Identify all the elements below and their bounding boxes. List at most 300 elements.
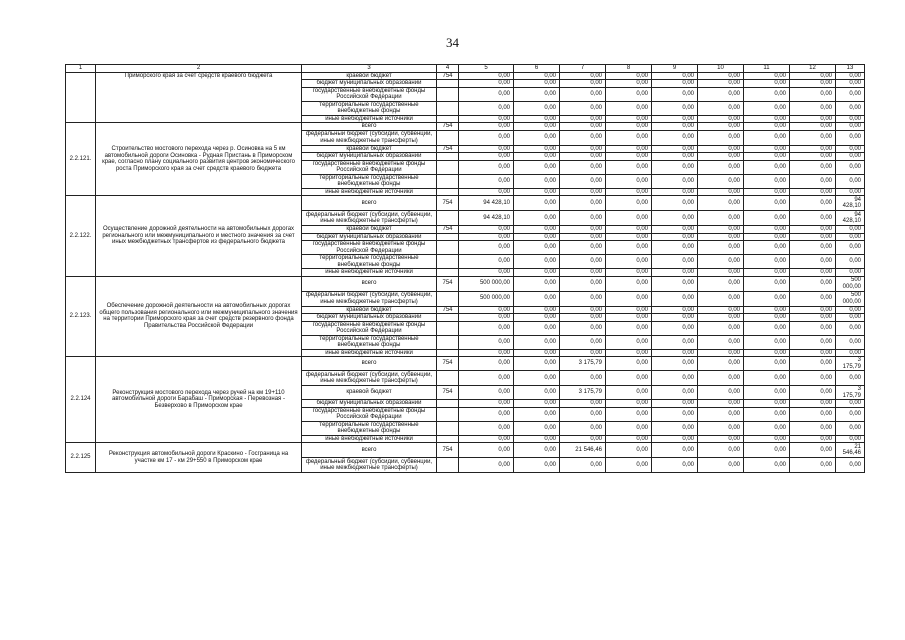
amount-cell: 0,00 xyxy=(514,196,560,211)
amount-cell: 0,00 xyxy=(606,188,652,196)
funding-source: федеральный бюджет (субсидии, субвенции, иные межбюджетные трансферты) xyxy=(302,458,437,473)
funding-source: бюджет муниципальных образований xyxy=(302,80,437,88)
amount-cell: 0,00 xyxy=(836,306,865,314)
admin-code xyxy=(437,291,459,306)
table-row xyxy=(66,443,865,458)
amount-cell: 0,00 xyxy=(744,458,790,473)
amount-cell: 0,00 xyxy=(560,435,606,443)
amount-cell: 0,00 xyxy=(560,174,606,188)
amount-cell: 0,00 xyxy=(652,371,698,386)
amount-cell: 0,00 xyxy=(744,188,790,196)
amount-cell: 3 175,79 xyxy=(560,386,606,400)
funding-source: бюджет муниципальных образований xyxy=(302,400,437,408)
amount-cell: 0,00 xyxy=(836,421,865,435)
funding-source: всего xyxy=(302,357,437,371)
amount-cell: 0,00 xyxy=(698,255,744,269)
amount-cell: 0,00 xyxy=(836,160,865,174)
amount-cell: 0,00 xyxy=(790,130,836,145)
amount-cell: 0,00 xyxy=(459,72,514,80)
amount-cell: 0,00 xyxy=(698,314,744,322)
measure-name: Обеспечение дорожной деятельности на автомобильных дорогах общего пользования регионального или межмуниципального значения на территории Приморского края за счет средств резервного фонда Правительства Российской Федерации xyxy=(96,276,302,357)
amount-cell: 0,00 xyxy=(744,407,790,421)
amount-cell: 0,00 xyxy=(698,407,744,421)
amount-cell: 0,00 xyxy=(652,211,698,226)
amount-cell: 0,00 xyxy=(698,386,744,400)
admin-code xyxy=(437,87,459,101)
amount-cell: 0,00 xyxy=(836,371,865,386)
amount-cell: 0,00 xyxy=(560,233,606,241)
amount-cell: 0,00 xyxy=(560,80,606,88)
row-code: 2.2.121. xyxy=(66,123,96,196)
amount-cell: 21 546,46 xyxy=(560,443,606,458)
column-number: 4 xyxy=(437,65,459,73)
amount-cell: 0,00 xyxy=(698,421,744,435)
amount-cell: 0,00 xyxy=(836,233,865,241)
amount-cell: 0,00 xyxy=(459,349,514,357)
amount-cell: 0,00 xyxy=(698,276,744,291)
amount-cell: 0,00 xyxy=(790,255,836,269)
funding-source: государственные внебюджетные фонды Российской Федерации xyxy=(302,407,437,421)
funding-source: краевой бюджет xyxy=(302,386,437,400)
amount-cell: 0,00 xyxy=(652,101,698,115)
admin-code xyxy=(437,211,459,226)
amount-cell: 0,00 xyxy=(560,153,606,161)
amount-cell: 0,00 xyxy=(836,87,865,101)
amount-cell: 0,00 xyxy=(459,400,514,408)
amount-cell: 0,00 xyxy=(459,407,514,421)
amount-cell: 0,00 xyxy=(514,174,560,188)
amount-cell: 0,00 xyxy=(698,130,744,145)
amount-cell: 94 428,10 xyxy=(459,211,514,226)
amount-cell: 0,00 xyxy=(652,196,698,211)
amount-cell: 0,00 xyxy=(652,443,698,458)
amount-cell: 0,00 xyxy=(459,87,514,101)
amount-cell: 0,00 xyxy=(698,211,744,226)
admin-code xyxy=(437,407,459,421)
funding-source: бюджет муниципальных образований xyxy=(302,314,437,322)
amount-cell: 0,00 xyxy=(652,314,698,322)
funding-source: всего xyxy=(302,123,437,131)
funding-source: государственные внебюджетные фонды Российской Федерации xyxy=(302,321,437,335)
measure-name: Приморского края за счет средств краевого бюджета xyxy=(96,72,302,123)
funding-source: государственные внебюджетные фонды Российской Федерации xyxy=(302,87,437,101)
amount-cell: 0,00 xyxy=(652,269,698,277)
amount-cell: 0,00 xyxy=(560,371,606,386)
amount-cell: 0,00 xyxy=(459,101,514,115)
amount-cell: 0,00 xyxy=(836,188,865,196)
amount-cell: 0,00 xyxy=(836,145,865,153)
amount-cell: 0,00 xyxy=(514,241,560,255)
amount-cell: 0,00 xyxy=(514,276,560,291)
admin-code: 754 xyxy=(437,357,459,371)
amount-cell: 0,00 xyxy=(459,321,514,335)
amount-cell: 0,00 xyxy=(744,276,790,291)
amount-cell: 0,00 xyxy=(836,335,865,349)
amount-cell: 0,00 xyxy=(459,174,514,188)
amount-cell: 0,00 xyxy=(744,421,790,435)
amount-cell: 0,00 xyxy=(459,458,514,473)
funding-source: всего xyxy=(302,276,437,291)
amount-cell: 0,00 xyxy=(744,255,790,269)
amount-cell: 0,00 xyxy=(744,233,790,241)
amount-cell: 0,00 xyxy=(514,386,560,400)
admin-code xyxy=(437,174,459,188)
amount-cell: 94 428,10 xyxy=(836,211,865,226)
amount-cell: 0,00 xyxy=(606,371,652,386)
amount-cell: 0,00 xyxy=(698,188,744,196)
funding-source: краевой бюджет xyxy=(302,226,437,234)
column-number: 11 xyxy=(744,65,790,73)
funding-source: краевой бюджет xyxy=(302,145,437,153)
admin-code: 754 xyxy=(437,226,459,234)
amount-cell: 0,00 xyxy=(459,255,514,269)
amount-cell: 0,00 xyxy=(744,357,790,371)
amount-cell: 0,00 xyxy=(744,153,790,161)
amount-cell: 0,00 xyxy=(652,458,698,473)
amount-cell: 0,00 xyxy=(459,421,514,435)
amount-cell: 0,00 xyxy=(744,160,790,174)
amount-cell: 0,00 xyxy=(606,130,652,145)
admin-code: 754 xyxy=(437,306,459,314)
measure-name: Реконструкция автомобильной дороги Краскино - Госграница на участке км 17 - км 29+550 в Приморском крае xyxy=(96,443,302,473)
amount-cell: 0,00 xyxy=(459,335,514,349)
amount-cell: 0,00 xyxy=(836,269,865,277)
amount-cell: 0,00 xyxy=(652,153,698,161)
amount-cell: 0,00 xyxy=(514,145,560,153)
amount-cell: 0,00 xyxy=(514,123,560,131)
funding-source: краевой бюджет xyxy=(302,72,437,80)
page-number: 34 xyxy=(446,35,459,50)
amount-cell: 0,00 xyxy=(698,400,744,408)
amount-cell: 0,00 xyxy=(652,188,698,196)
amount-cell: 0,00 xyxy=(790,226,836,234)
amount-cell: 0,00 xyxy=(744,115,790,123)
admin-code xyxy=(437,101,459,115)
amount-cell: 0,00 xyxy=(514,211,560,226)
amount-cell: 0,00 xyxy=(606,335,652,349)
amount-cell: 0,00 xyxy=(459,130,514,145)
amount-cell: 0,00 xyxy=(606,421,652,435)
amount-cell: 0,00 xyxy=(652,87,698,101)
amount-cell: 94 428,10 xyxy=(459,196,514,211)
amount-cell: 0,00 xyxy=(560,458,606,473)
row-code: 2.2.123. xyxy=(66,276,96,357)
amount-cell: 0,00 xyxy=(560,349,606,357)
amount-cell: 0,00 xyxy=(514,160,560,174)
amount-cell: 0,00 xyxy=(698,80,744,88)
header-row xyxy=(66,65,865,73)
amount-cell: 0,00 xyxy=(606,458,652,473)
amount-cell: 0,00 xyxy=(652,335,698,349)
amount-cell: 0,00 xyxy=(560,241,606,255)
amount-cell: 0,00 xyxy=(606,349,652,357)
admin-code: 754 xyxy=(437,145,459,153)
amount-cell: 0,00 xyxy=(560,269,606,277)
amount-cell: 0,00 xyxy=(606,160,652,174)
amount-cell: 0,00 xyxy=(652,123,698,131)
amount-cell: 0,00 xyxy=(790,174,836,188)
measure-name: Осуществление дорожной деятельности на автомобильных дорогах регионального или межмуниципального и местного значения за счет иных межбюджетных трансфертов из федерального бюджета xyxy=(96,196,302,277)
amount-cell: 0,00 xyxy=(514,443,560,458)
amount-cell: 0,00 xyxy=(514,407,560,421)
amount-cell: 0,00 xyxy=(560,101,606,115)
amount-cell: 0,00 xyxy=(652,226,698,234)
amount-cell: 0,00 xyxy=(652,160,698,174)
amount-cell: 21 546,46 xyxy=(836,443,865,458)
measure-name: Реконструкция мостового перехода через ручей на км 19+110 автомобильной дороги Барабаш - Приморская - Перевозная - Безверхово в Приморском крае xyxy=(96,357,302,443)
amount-cell: 0,00 xyxy=(652,357,698,371)
admin-code: 754 xyxy=(437,386,459,400)
amount-cell: 0,00 xyxy=(514,421,560,435)
admin-code xyxy=(437,314,459,322)
funding-source: федеральный бюджет (субсидии, субвенции, иные межбюджетные трансферты) xyxy=(302,211,437,226)
admin-code: 754 xyxy=(437,123,459,131)
funding-source: иные внебюджетные источники xyxy=(302,435,437,443)
column-number: 1 xyxy=(66,65,96,73)
amount-cell: 0,00 xyxy=(744,321,790,335)
amount-cell: 0,00 xyxy=(790,269,836,277)
amount-cell: 0,00 xyxy=(606,314,652,322)
amount-cell: 0,00 xyxy=(836,241,865,255)
amount-cell: 0,00 xyxy=(652,306,698,314)
amount-cell: 0,00 xyxy=(606,241,652,255)
amount-cell: 0,00 xyxy=(836,321,865,335)
amount-cell: 0,00 xyxy=(606,269,652,277)
amount-cell: 0,00 xyxy=(560,335,606,349)
amount-cell: 0,00 xyxy=(744,87,790,101)
amount-cell: 0,00 xyxy=(790,276,836,291)
amount-cell: 0,00 xyxy=(836,407,865,421)
column-number: 6 xyxy=(514,65,560,73)
table-row xyxy=(66,72,865,80)
amount-cell: 0,00 xyxy=(790,153,836,161)
amount-cell: 0,00 xyxy=(514,115,560,123)
amount-cell: 0,00 xyxy=(836,458,865,473)
amount-cell: 0,00 xyxy=(560,130,606,145)
amount-cell: 0,00 xyxy=(459,269,514,277)
amount-cell: 0,00 xyxy=(560,211,606,226)
amount-cell: 0,00 xyxy=(744,335,790,349)
amount-cell: 0,00 xyxy=(560,321,606,335)
amount-cell: 0,00 xyxy=(744,101,790,115)
funding-source: бюджет муниципальных образований xyxy=(302,233,437,241)
measure-name: Строительство мостового перехода через р. Осиновка на 5 км автомобильной дороги Осиновка - Рудная Пристань в Приморском крае, согласно плану социального развития центров экономического роста Приморского края за счет средств краевого бюджета xyxy=(96,123,302,196)
amount-cell: 0,00 xyxy=(514,291,560,306)
amount-cell: 0,00 xyxy=(836,80,865,88)
amount-cell: 0,00 xyxy=(790,400,836,408)
amount-cell: 0,00 xyxy=(698,321,744,335)
amount-cell: 0,00 xyxy=(790,196,836,211)
amount-cell: 0,00 xyxy=(514,269,560,277)
amount-cell: 0,00 xyxy=(606,174,652,188)
amount-cell: 0,00 xyxy=(652,400,698,408)
amount-cell: 0,00 xyxy=(459,153,514,161)
amount-cell: 0,00 xyxy=(606,80,652,88)
amount-cell: 0,00 xyxy=(836,400,865,408)
amount-cell: 0,00 xyxy=(790,314,836,322)
admin-code xyxy=(437,115,459,123)
column-number: 10 xyxy=(698,65,744,73)
admin-code xyxy=(437,255,459,269)
amount-cell: 0,00 xyxy=(744,306,790,314)
column-number: 2 xyxy=(96,65,302,73)
amount-cell: 0,00 xyxy=(698,371,744,386)
funding-source: территориальные государственные внебюджетные фонды xyxy=(302,421,437,435)
amount-cell: 0,00 xyxy=(459,241,514,255)
amount-cell: 0,00 xyxy=(606,443,652,458)
amount-cell: 0,00 xyxy=(652,241,698,255)
amount-cell: 0,00 xyxy=(459,371,514,386)
amount-cell: 0,00 xyxy=(459,314,514,322)
amount-cell: 0,00 xyxy=(560,255,606,269)
admin-code xyxy=(437,335,459,349)
amount-cell: 0,00 xyxy=(606,87,652,101)
admin-code xyxy=(437,371,459,386)
amount-cell: 0,00 xyxy=(606,196,652,211)
table-row xyxy=(66,276,865,291)
admin-code xyxy=(437,153,459,161)
admin-code xyxy=(437,349,459,357)
admin-code: 754 xyxy=(437,443,459,458)
amount-cell: 0,00 xyxy=(836,101,865,115)
amount-cell: 500 000,00 xyxy=(459,276,514,291)
amount-cell: 0,00 xyxy=(459,80,514,88)
amount-cell: 0,00 xyxy=(459,306,514,314)
amount-cell: 0,00 xyxy=(652,130,698,145)
amount-cell: 0,00 xyxy=(514,255,560,269)
amount-cell: 0,00 xyxy=(560,160,606,174)
amount-cell: 0,00 xyxy=(836,349,865,357)
amount-cell: 0,00 xyxy=(790,80,836,88)
amount-cell: 0,00 xyxy=(514,435,560,443)
amount-cell: 0,00 xyxy=(652,421,698,435)
admin-code: 754 xyxy=(437,72,459,80)
amount-cell: 0,00 xyxy=(790,241,836,255)
amount-cell: 3 175,79 xyxy=(560,357,606,371)
amount-cell: 0,00 xyxy=(459,443,514,458)
amount-cell: 0,00 xyxy=(698,306,744,314)
admin-code xyxy=(437,160,459,174)
amount-cell: 0,00 xyxy=(514,153,560,161)
amount-cell: 0,00 xyxy=(698,357,744,371)
amount-cell: 0,00 xyxy=(836,72,865,80)
funding-source: всего xyxy=(302,196,437,211)
table-row xyxy=(66,196,865,211)
funding-source: территориальные государственные внебюджетные фонды xyxy=(302,174,437,188)
amount-cell: 3 175,79 xyxy=(836,357,865,371)
admin-code xyxy=(437,233,459,241)
admin-code xyxy=(437,435,459,443)
funding-source: всего xyxy=(302,443,437,458)
amount-cell: 0,00 xyxy=(698,349,744,357)
amount-cell: 0,00 xyxy=(606,255,652,269)
admin-code xyxy=(437,400,459,408)
amount-cell: 0,00 xyxy=(790,357,836,371)
amount-cell: 0,00 xyxy=(514,458,560,473)
amount-cell: 0,00 xyxy=(560,145,606,153)
amount-cell: 0,00 xyxy=(790,421,836,435)
table-row xyxy=(66,123,865,131)
amount-cell: 0,00 xyxy=(514,80,560,88)
amount-cell: 0,00 xyxy=(698,443,744,458)
amount-cell: 0,00 xyxy=(606,233,652,241)
funding-source: бюджет муниципальных образований xyxy=(302,153,437,161)
amount-cell: 0,00 xyxy=(790,443,836,458)
amount-cell: 0,00 xyxy=(744,174,790,188)
amount-cell: 0,00 xyxy=(560,123,606,131)
amount-cell: 0,00 xyxy=(652,276,698,291)
amount-cell: 0,00 xyxy=(744,291,790,306)
amount-cell: 0,00 xyxy=(652,349,698,357)
column-number: 8 xyxy=(606,65,652,73)
amount-cell: 0,00 xyxy=(698,115,744,123)
amount-cell: 0,00 xyxy=(698,241,744,255)
amount-cell: 0,00 xyxy=(790,321,836,335)
amount-cell: 0,00 xyxy=(606,357,652,371)
amount-cell: 0,00 xyxy=(560,115,606,123)
amount-cell: 0,00 xyxy=(744,371,790,386)
amount-cell: 0,00 xyxy=(836,123,865,131)
amount-cell: 0,00 xyxy=(744,241,790,255)
amount-cell: 0,00 xyxy=(744,72,790,80)
amount-cell: 0,00 xyxy=(560,291,606,306)
amount-cell: 0,00 xyxy=(744,435,790,443)
amount-cell: 0,00 xyxy=(790,87,836,101)
amount-cell: 0,00 xyxy=(698,101,744,115)
funding-source: федеральный бюджет (субсидии, субвенции, иные межбюджетные трансферты) xyxy=(302,291,437,306)
amount-cell: 0,00 xyxy=(606,306,652,314)
amount-cell: 0,00 xyxy=(698,72,744,80)
amount-cell: 0,00 xyxy=(560,421,606,435)
amount-cell: 0,00 xyxy=(652,145,698,153)
amount-cell: 0,00 xyxy=(698,291,744,306)
amount-cell: 0,00 xyxy=(606,386,652,400)
amount-cell: 0,00 xyxy=(560,87,606,101)
column-number: 12 xyxy=(790,65,836,73)
amount-cell: 0,00 xyxy=(698,458,744,473)
amount-cell: 0,00 xyxy=(652,233,698,241)
funding-source: территориальные государственные внебюджетные фонды xyxy=(302,335,437,349)
amount-cell: 94 428,10 xyxy=(836,196,865,211)
amount-cell: 0,00 xyxy=(459,188,514,196)
amount-cell: 0,00 xyxy=(790,145,836,153)
amount-cell: 0,00 xyxy=(836,255,865,269)
row-code: 2.2.124 xyxy=(66,357,96,443)
amount-cell: 0,00 xyxy=(652,407,698,421)
amount-cell: 0,00 xyxy=(790,371,836,386)
amount-cell: 0,00 xyxy=(459,160,514,174)
amount-cell: 0,00 xyxy=(744,349,790,357)
amount-cell: 0,00 xyxy=(514,233,560,241)
amount-cell: 0,00 xyxy=(560,188,606,196)
amount-cell: 0,00 xyxy=(514,72,560,80)
amount-cell: 0,00 xyxy=(698,174,744,188)
amount-cell: 0,00 xyxy=(698,335,744,349)
admin-code: 754 xyxy=(437,276,459,291)
amount-cell: 0,00 xyxy=(459,145,514,153)
amount-cell: 0,00 xyxy=(698,160,744,174)
amount-cell: 0,00 xyxy=(606,72,652,80)
amount-cell: 0,00 xyxy=(606,276,652,291)
amount-cell: 500 000,00 xyxy=(836,276,865,291)
admin-code xyxy=(437,80,459,88)
amount-cell: 0,00 xyxy=(606,115,652,123)
column-number: 3 xyxy=(302,65,437,73)
amount-cell: 0,00 xyxy=(790,160,836,174)
amount-cell: 0,00 xyxy=(459,115,514,123)
amount-cell: 0,00 xyxy=(698,435,744,443)
amount-cell: 0,00 xyxy=(606,226,652,234)
